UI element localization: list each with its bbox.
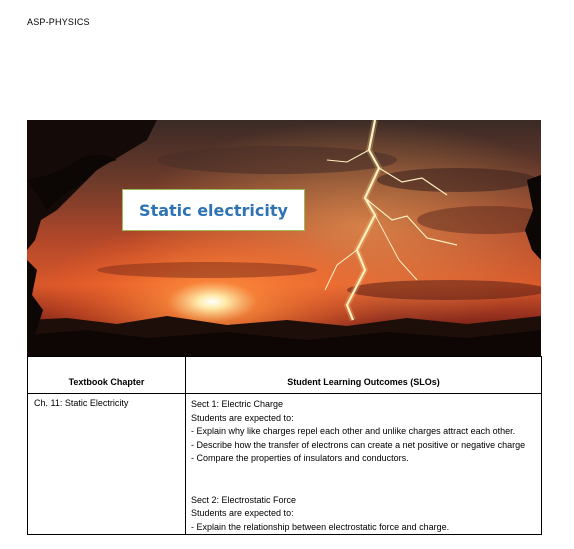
- document-header: ASP-PHYSICS: [27, 17, 90, 27]
- header-textbook-chapter: Textbook Chapter: [28, 357, 186, 394]
- slo-cell: [186, 394, 542, 535]
- section-intro: Students are expected to:: [191, 412, 294, 423]
- table-header-row: [28, 357, 542, 394]
- section-title: Sect 1: Electric Charge: [191, 399, 284, 409]
- slo-item: - Describe how the transfer of electrons can create a net positive or negative charge: [191, 439, 526, 450]
- page-title: Static electricity: [139, 200, 288, 220]
- slo-table: [27, 356, 542, 535]
- slo-item: - Explain why like charges repel each other and unlike charges attract each other.: [191, 426, 516, 436]
- lightning-banner-image: [27, 120, 541, 356]
- spacer: [191, 466, 535, 494]
- section-title: Sect 2: Electrostatic Force: [191, 494, 297, 505]
- slo-item: - Explain the relationship between electrostatic force and charge.: [191, 521, 450, 532]
- title-box: [122, 189, 305, 231]
- table-row: [28, 394, 542, 535]
- slo-item: - Compare the properties of insulators and conductors.: [191, 453, 409, 463]
- chapter-cell: Ch. 11: Static Electricity: [28, 394, 186, 535]
- header-slos: Student Learning Outcomes (SLOs): [186, 357, 542, 394]
- section-intro: Students are expected to:: [191, 508, 294, 518]
- sunset-lightning-illustration: [27, 120, 541, 356]
